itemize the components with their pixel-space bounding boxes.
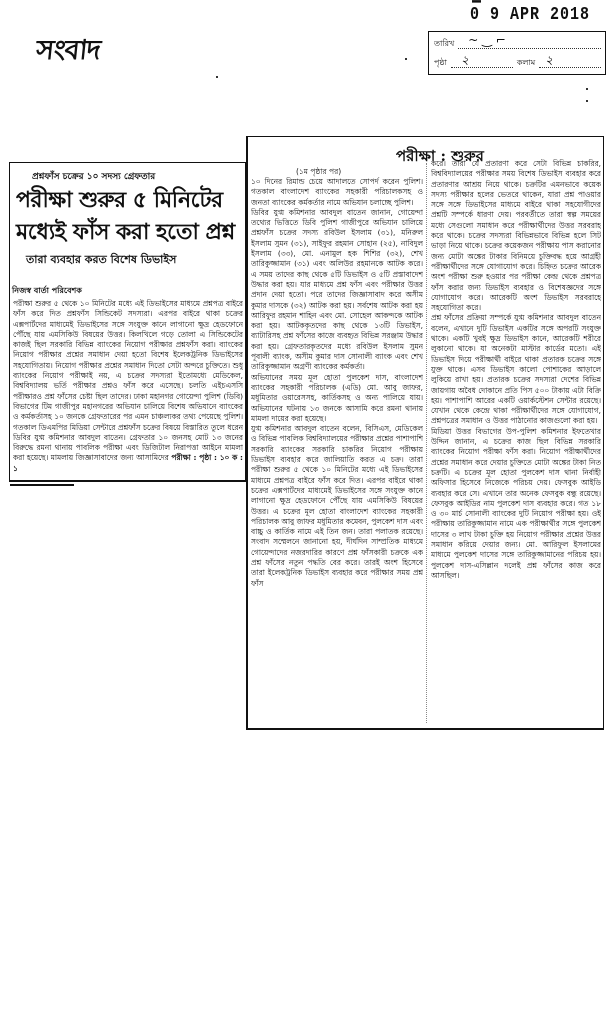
date-stamp: 0 9 APR 2018: [470, 3, 591, 26]
stamp-page-label: পৃষ্ঠা: [434, 57, 447, 67]
article-byline: নিজস্ব বার্তা পরিবেশক: [12, 286, 82, 295]
scan-speck: [216, 76, 218, 78]
article-subheadline: তারা ব্যবহার করত বিশেষ ডিভাইস: [26, 253, 177, 266]
stamp-date-row: [434, 36, 601, 52]
article-body-text: পরীক্ষা শুরুর ৫ থেকে ১০ মিনিটের মধ্যে এই ডিভাইসের মাধ্যমে প্রশ্নপত্র বাইরে ফাঁস করে দিত প্রশ্নফাঁস সিন্ডিকেট সদস্যরা। এরপর বাইরে থাকা চক্রের এক্সপার্টদের মাধ্যমেই ডিভাইসের সঙ্গে সংযুক্ত কানে লাগানো ক্ষুদ্র হেডফোনে পৌঁছে যায় এমসিকিউ বিষয়ের উত্তর। কিলখিলে গড়ে তোলা এ সিন্ডিকেটের কাজই ছিল সরকারি বিভিন্ন ব্যাংকের নিয়োগ পরীক্ষার প্রশ্নফাঁস করা। ব্যাংকের নিয়োগ পরীক্ষার প্রশ্নের সমাধান দেয়া হতো বিশেষ ইলেকট্রনিক ডিভাইসের সহযোগিতায়। নিয়োগ পরীক্ষার প্রশ্নের সমাধান দিতো সেটা অন্দরে চুক্তিতে। শুধু ব্যাংকের নিয়োগ পরীক্ষাই নয়, এ চক্রের সদস্যরা ইতোমধ্যে মেডিকেল, বিশ্ববিদ্যালয় ভর্তি পরীক্ষার প্রশ্নও ফাঁস করে এসেছে। চলতি এইচএসসি পরীক্ষারও প্রশ্ন ফাঁসের চেষ্টা ছিল তাদের। ঢাকা মহানগর গোয়েন্দা পুলিশ (ডিবি) বিভাগের টিম গাজীপুর মহানগরের অভিযান চালিয়ে বিশেষ অভিযানে ব্যাংকের ও কর্মকর্তাসহ ১০ জনকে গ্রেফতারের পর এমন চাঞ্চল্যকর তথ্য পেয়েছে পুলিশ। গতকাল ডিএমপির মিডিয়া সেন্টারে প্রশ্নফাঁস চক্রের বিষয়ে বিস্তারিত তুলে ধরেন ডিবির যুগ্ম কমিশনার আবদুল বাতেন। গ্রেফতার ১০ জনসহ মোট ১৩ জনের বিরুদ্ধে রমনা থানায় পাবলিক পরীক্ষা এবং ডিজিটাল নিরাপত্তা আইনে মামলা করা হয়েছে। মামলায় জিজ্ঞাসাবাদের জন্য আসামিদের: [13, 299, 243, 463]
stamp-page-value: ২: [460, 55, 469, 67]
scan-speck: [586, 88, 588, 90]
clipping-stamp-box: [428, 31, 606, 75]
article-jump-line: পরীক্ষা : পৃষ্ঠা : ১০ ক : ১: [13, 453, 243, 473]
paragraph: করে। তারা যে প্রতারণা করে সেটা বিভিন্ন চাকরির, বিশ্ববিদ্যালয়ের পরীক্ষার সময় বিশেষ ডিভাইস ব্যবহার করে প্রতারণার আশ্রয় নিয়ে থাকে। চক্রটির এমনভাবে কয়েক সদস্য পরীক্ষার হলের ভেতরে থাকেন, যারা প্রশ্ন পাওয়ার সঙ্গে সঙ্গে ডিভাইসের মাধ্যমে বাইরে থাকা সহযোগীদের প্রশ্নটি সম্পর্কে ধারণা দেয়। পরবর্তীতে তারা স্বল্প সময়ের মধ্যে সেগুলো সমাধান করে পরীক্ষার্থীদের উত্তর সরবরাহ করে থাকে। চক্রের সদস্যরা বিভিন্নভাবে বিভিন্ন হলে সিট ভাড়া নিয়ে থাকে। চক্রের কয়েকজন পরীক্ষায় পাস করানোর জন্য মোটা অঙ্কের টাকার বিনিময়ে চুক্তিবদ্ধ হয়ে আগ্রহী পরীক্ষার্থীদের সঙ্গে যোগাযোগ করে। চিহ্নিত চক্রের আরেক অংশ পরীক্ষা শুরু হওয়ার পর পরীক্ষা কেন্দ্র থেকে প্রশ্নপত্র ফাঁস করার জন্য ডিভাইস ব্যবহার ও বিশেষজ্ঞদের সঙ্গে যোগাযোগ করে। আরেকটি অংশ ডিভাইস সরবরাহে সহযোগিতা করে।: [431, 159, 601, 313]
article-kicker: প্রশ্নফাঁস চক্রের ১০ সদস্য গ্রেফতার: [32, 172, 156, 182]
continuation-box: [246, 136, 604, 730]
paragraph: প্রশ্ন ফাঁসের প্রক্রিয়া সম্পর্কে যুগ্ম কমিশনার আবদুল বাতেন বলেন, এখানে দুটি ডিভাইস একটির সঙ্গে অপরটি সংযুক্ত থাকে। একটি খুবই ক্ষুদ্র ডিভাইস কানে, আরেকটি শরীরে লুকানো থাকে। যা অনেকটা মাস্টার কার্ডের মতো। এই ডিভাইস দিয়ে পরীক্ষার্থী বাইরে থাকা প্রতারক চক্রের সঙ্গে যুক্ত থাকে। এসব ডিভাইস কালো পোশাকের আড়ালে লুকিয়ে রাখা হয়। প্রতারক চক্রের সদস্যরা দেশের বিভিন্ন জায়গায় অবৈধ দোকানে প্রতি পিস ৫০০ টাকায় এটা বিক্রি হয়। পাশাপাশি আরের একটি ওয়ার্কস্টেশন সেন্টার রয়েছে। যেখান থেকে কেন্দ্রে থাকা পরীক্ষার্থীদের সঙ্গে যোগাযোগ, প্রশ্নপত্রের সমাধান ও উত্তর পাঠানোর কাজগুলো করা হয়।: [431, 313, 601, 426]
article-headline-line-1: পরীক্ষা শুরুর ৫ মিনিটের: [16, 187, 223, 213]
paragraph: ডিবির যুগ্ম কমিশনার আবদুল বাতেন জানান, গোয়েন্দা তথ্যের ভিত্তিতে ডিবি পুলিশ গাজীপুরে অভিযান চালিয়ে প্রশ্নফাঁস চক্রের সদস্য রবিউল ইসলাম (৩১), মনিরুল ইসলাম সুমন (৩১), সাইফুর রহমান সোহান (২৫), নাবিদুল ইসলাম (৩৩), মো. এনামুল হক শিশির (৩২), শেখ তারিকুজ্জামান (৩১) এবং অলিউর রহমানকে আটক করে। এ সময় তাদের কাছ থেকে ৫টি ডিভাইস ও ৫টি প্রস্তাবাদেশ উদ্ধার করা হয়। যার মাধ্যমে প্রশ্ন ফাঁস এবং পরীক্ষার উত্তর প্রদান দেয়া হতো। পরে তাদের জিজ্ঞাসাবাদ করে অসীম কুমার দাসকে (৩২) আটক করা হয়। সর্বশেষ আটক করা হয় আরিফুর রহমান শাহিন এবং মো. সোহেল আকন্দকে আটক করা হয়। আটককৃতদের কাছ থেকে ১৩টি ডিভাইস, ব্যাটারিসহ প্রশ্ন ফাঁসের কাজে ব্যবহৃত বিভিন্ন সরঞ্জাম উদ্ধার করা হয়। গ্রেফতারকৃতদের মধ্যে রবিউল ইসলাম সুমন পূবালী ব্যাংক, অসীম কুমার দাস সোনালী ব্যাংক এবং শেখ তারিকুজ্জামান অগ্রণী ব্যাংকের কর্মকর্তা।: [251, 207, 423, 372]
paragraph: যুগ্ম কমিশনার আবদুল বাতেন বলেন, বিসিএস, মেডিকেল ও বিভিন্ন পাবলিক বিশ্ববিদ্যালয়ের পরীক্ষার প্রশ্নের পাশাপাশি সরকারি ব্যাংকের সরকারি চাকরির নিয়োগ পরীক্ষায় ডিভাইস ব্যবহার করে জালিয়াতি করত এ চক্র। তারা পরীক্ষা শুরুর ৫ থেকে ১০ মিনিটের মধ্যে এই ডিভাইসের মাধ্যমে প্রশ্নপত্র বাইরে ফাঁস করে দিত। এরপর বাইরে থাকা চক্রের এক্সপার্টদের মাধ্যমেই ডিভাইসের সঙ্গে সংযুক্ত কানে লাগানো ক্ষুদ্র হেডফোনে পৌঁছে যায় এমসিকিউ বিষয়ের উত্তর। এ চক্রের মূল হোতা বাংলাদেশ ব্যাংকের সহকারী পরিচালক আবু জাফর মধুমিতার কমেবন, পুলকেশ দাস এবং বাচ্চু ও কার্তিক নামে এই তিন জন। তারা পলাতক রয়েছে। সংবাদ সম্মেলনে জানানো হয়, দীর্ঘদিন সাম্প্রতিক মাধ্যমে গোয়েন্দাদের নজরদারির কারণে প্রশ্ন ফাঁসকারী চক্রকে এক প্রশ্ন ফাঁসের নতুন পদ্ধতি বের করে। তারই অংশ হিসেবে তারা ইলেকট্রনিক ডিভাইস ব্যবহার করে পরীক্ষার সময় প্রশ্ন ফাঁস: [251, 424, 423, 588]
column-divider: [426, 163, 427, 723]
paragraph: ১০ দিনের রিমান্ড চেয়ে আদালতে সোপর্দ করেন পুলিশ। গতকাল বাংলাদেশ ব্যাংকের সহকারী পরিচালকসহ ও জনতা ব্যাংকের কর্মকর্তার নামে অভিযান চলাচ্ছে পুলিশ।: [251, 177, 423, 207]
scan-speck: [405, 58, 407, 60]
stamp-date-line: ~ ‿ ⌐: [458, 40, 601, 49]
paragraph: মিডিয়া উত্তর বিভাগের উপ-পুলিশ কমিশনার ইফতেখার উদ্দিন জানান, এ চক্রের কাজ ছিল বিভিন্ন সরকারি ব্যাংকের নিয়োগ পরীক্ষা ফাঁস করা। নিয়োগ পরীক্ষার্থীদের প্রশ্নের সমাধান করে দেয়ার চুক্তিতে মোটা অঙ্কের টাকা নিত চক্রটি। এ চক্রের মূল হোতা পুলকেশ দাস থানা নির্বাহী অফিসার হিসেবে নিজেকে পরিচয় দেয়। ফেসবুক আইডি ব্যবহার করে সে। এখানে তার অনেক ফেসবুক বন্ধু রয়েছে। ফেসবুক আইডির নাম পুলকেশ দাস ব্যবহার করে। গত ১৮ ও ৩০ মার্চ সোনালী ব্যাংকের দুটি নিয়োগ পরীক্ষা হয়। ওই পরীক্ষায় তারিকুজ্জামান নামে এক পরীক্ষার্থীর সঙ্গে পুলকেশ দাসের ৩ লাখ টাকা চুক্তি হয় নিয়োগ পরীক্ষার প্রশ্নের উত্তর সমাধান করিয়ে দেয়ার জন্য। মো. আরিফুল ইসলামের মাধ্যমে পুলকেশ দাসের সঙ্গে তারিকুজ্জামানের পরিচয় হয়। পুলকেশ দাস-এসিল্লান দলেই প্রশ্ন ফাঁসের কাজ করে আসছিল।: [431, 426, 601, 580]
stamp-column-label: কলাম: [516, 57, 536, 67]
article-headline-line-2: মধ্যেই ফাঁস করা হতো প্রশ্ন: [16, 219, 235, 245]
continuation-column-b: [431, 159, 601, 723]
scan-speck: [586, 100, 588, 102]
article-box: [9, 162, 247, 482]
article-body: [13, 299, 243, 475]
continuation-from-page: (১ম পৃষ্ঠার পর): [296, 167, 342, 176]
box-underline: [10, 484, 74, 486]
paragraph: অভিযানের সময় মূল হোতা পুলকেশ দাস, বাংলাদেশ ব্যাংকের সহকারী পরিচালক (এডি) মো. আবু জাফর, মধুমিতার ওয়ারেসসহ, কার্তিকসহ ও অন্য পালিয়ে যায়। অভিযানের ঘটনায় ১৩ জনকে আসামি করে রমনা থানায় মামলা দায়ের করা হয়েছে।: [251, 372, 423, 423]
continuation-title: পরীক্ষা : শুরুর: [396, 147, 484, 165]
stamp-page-line: [451, 55, 513, 68]
stamp-page-row: [434, 55, 601, 71]
stamp-column-line: [539, 55, 601, 68]
continuation-column-a: [251, 177, 423, 723]
newspaper-masthead: সংবাদ: [34, 35, 102, 66]
stamp-column-value: ২: [545, 55, 553, 67]
stamp-date-label: তারিখ: [434, 38, 455, 48]
